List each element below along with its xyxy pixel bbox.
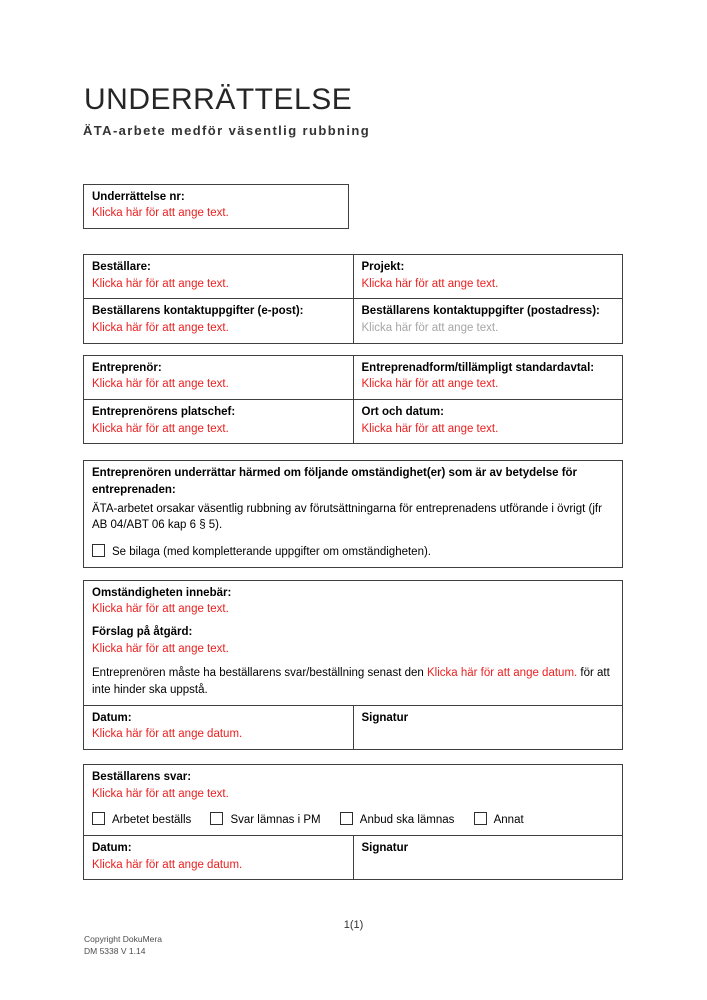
kontakt-postadress-cell [353,299,623,343]
projekt-label: Projekt: [361,260,405,273]
entreprenadform-cell [353,355,623,399]
kontakt-postadress-label: Beställarens kontaktuppgifter (postadress): [361,305,600,318]
arbetet-bestalls-checkbox[interactable] [92,812,105,825]
copyright-block [84,934,162,958]
implication-date-field[interactable]: Klicka här för att ange datum. [92,728,243,741]
response-main-cell [84,764,623,835]
response-date-cell [84,835,354,879]
deadline-text-after: för att inte hinder ska uppstå. [92,667,610,696]
ort-datum-cell [353,399,623,443]
entreprenor-cell [84,355,354,399]
table-row [84,355,623,399]
copyright-line2: DM 5338 V 1.14 [84,945,146,956]
forslag-field[interactable]: Klicka här för att ange text. [92,642,229,655]
bestallare-cell [84,254,354,298]
se-bilaga-label: Se bilaga (med kompletterande uppgifter om omständigheten). [112,545,431,558]
platschef-field[interactable]: Klicka här för att ange text. [92,422,229,435]
deadline-text-before: Entreprenören måste ha beställarens svar/beställning senast den [92,667,424,680]
annat-label: Annat [493,814,524,827]
svar-lamnas-pm-checkbox[interactable] [210,812,223,825]
kontakt-epost-cell [84,299,354,343]
kontakt-epost-field[interactable]: Klicka här för att ange text. [92,321,229,334]
option-svar-lamnas-pm [210,812,320,829]
table-row [84,399,623,443]
notification-number-box [83,184,349,229]
forslag-label: Förslag på åtgärd: [92,625,193,638]
entreprenadform-field[interactable]: Klicka här för att ange text. [361,378,499,391]
anbud-ska-lamnas-checkbox[interactable] [340,812,353,825]
se-bilaga-checkbox[interactable] [92,544,105,557]
table-row [84,580,623,705]
option-annat [474,812,524,829]
table-row [84,254,623,298]
response-table [83,764,623,880]
projekt-cell [353,254,623,298]
anbud-ska-lamnas-label: Anbud ska lämnas [359,814,455,827]
response-signature-label: Signatur [361,841,409,854]
omstandigheten-label: Omständigheten innebär: [92,586,232,599]
option-anbud-ska-lamnas [340,812,455,829]
notification-number-label: Underrättelse nr: [92,190,185,203]
entreprenadform-label: Entreprenadform/tillämpligt standardavtal: [361,361,595,374]
implication-signature-area[interactable] [353,705,623,749]
response-signature-area[interactable] [353,835,623,879]
implication-date-cell [84,705,354,749]
table-row [84,835,623,879]
client-table [83,254,623,344]
implication-signature-label: Signatur [361,711,409,724]
implication-table [83,580,623,750]
contractor-table [83,355,623,445]
bestallare-field[interactable]: Klicka här för att ange text. [92,277,229,290]
response-date-field[interactable]: Klicka här för att ange datum. [92,858,243,871]
circumstances-body: ÄTA-arbetet orsakar väsentlig rubbning av förutsättningarna för entreprenadens utförande i övrigt (jfr AB 04/ABT 06 kap 6 § 5). [92,502,602,532]
table-row [84,705,623,749]
deadline-sentence [92,665,614,698]
implication-date-label: Datum: [92,711,132,724]
bestallare-label: Beställare: [92,260,151,273]
circumstances-box [83,460,623,567]
platschef-label: Entreprenörens platschef: [92,405,236,418]
kontakt-postadress-field[interactable]: Klicka här för att ange text. [361,321,499,334]
circumstances-heading: Entreprenören underrättar härmed om följande omständighet(er) som är av betydelse för entreprenaden: [92,467,578,496]
implication-main-cell [84,580,623,705]
document-content [83,0,623,880]
svar-lamnas-pm-label: Svar lämnas i PM [230,814,321,827]
bestallarens-svar-field[interactable]: Klicka här för att ange text. [92,787,229,800]
entreprenor-field[interactable]: Klicka här för att ange text. [92,378,229,391]
table-row [84,764,623,835]
annat-checkbox[interactable] [474,812,487,825]
kontakt-epost-label: Beställarens kontaktuppgifter (e-post): [92,305,304,318]
document-subtitle: ÄTA-arbete medför väsentlig rubbning [83,122,371,138]
ort-datum-field[interactable]: Klicka här för att ange text. [361,422,499,435]
option-arbetet-bestalls [92,812,191,829]
response-options-row [92,812,614,829]
entreprenor-label: Entreprenör: [92,361,162,374]
projekt-field[interactable]: Klicka här för att ange text. [361,277,499,290]
platschef-cell [84,399,354,443]
notification-number-field[interactable]: Klicka här för att ange text. [92,207,229,220]
document-title: UNDERRÄTTELSE [84,83,353,116]
table-row [84,299,623,343]
ort-datum-label: Ort och datum: [361,405,444,418]
deadline-date-field[interactable]: Klicka här för att ange datum. [427,667,578,680]
arbetet-bestalls-label: Arbetet beställs [112,814,192,827]
attachment-row [92,544,614,561]
omstandigheten-field[interactable]: Klicka här för att ange text. [92,603,229,616]
page-number: 1(1) [343,919,364,931]
response-date-label: Datum: [92,841,132,854]
bestallarens-svar-label: Beställarens svar: [92,770,192,783]
copyright-line1: Copyright DokuMera [84,934,162,944]
